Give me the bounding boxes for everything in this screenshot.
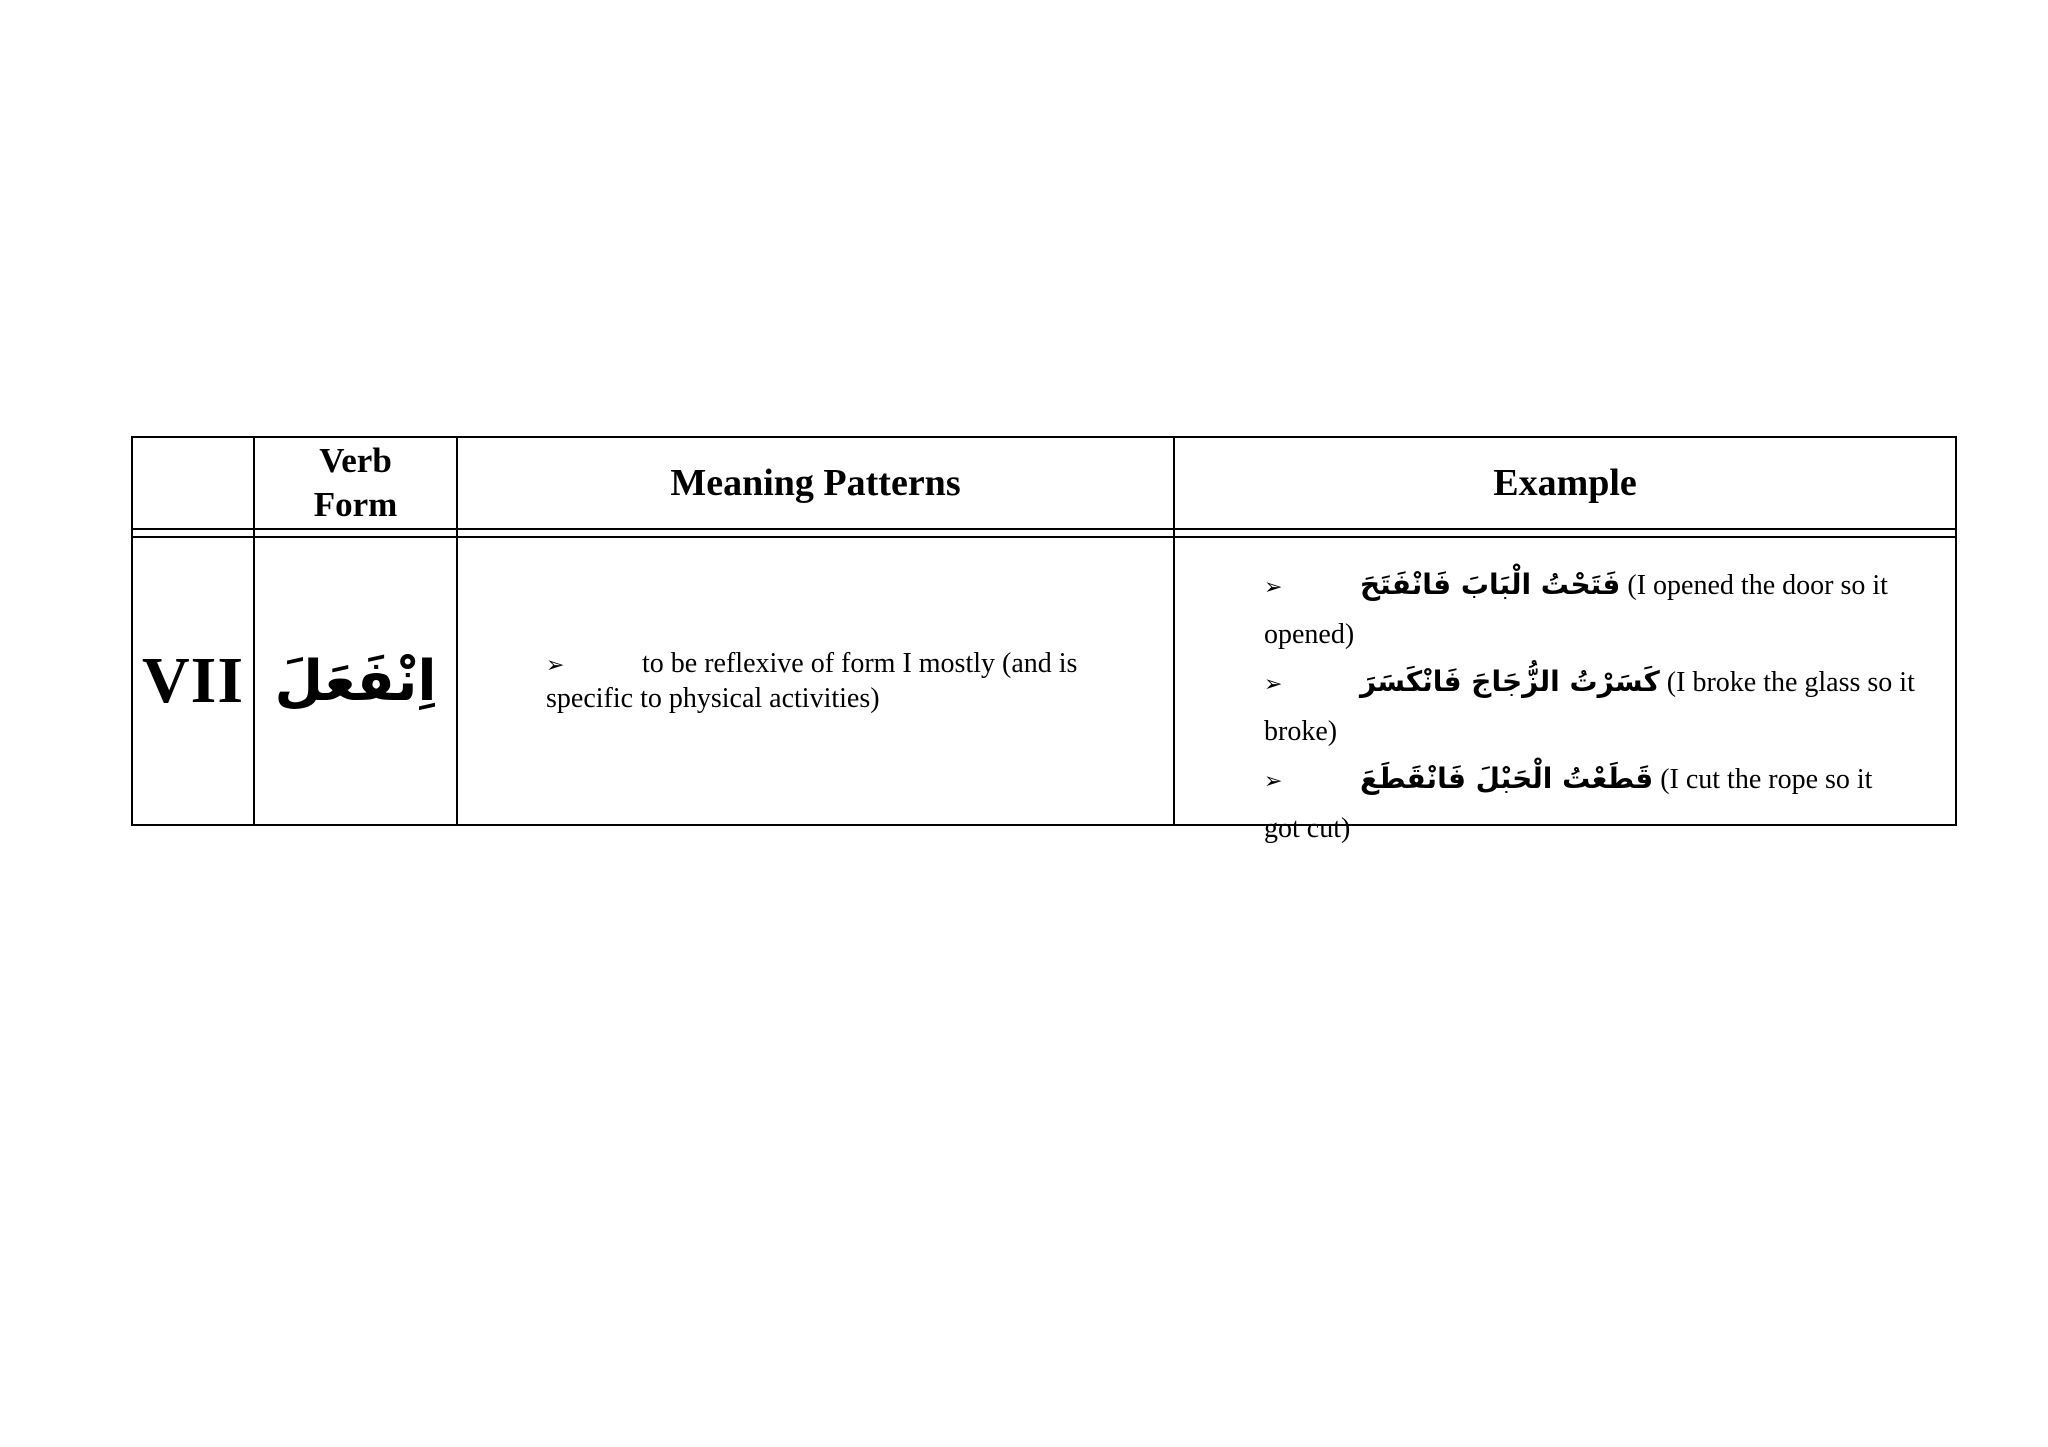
row-verb-form bbox=[255, 538, 456, 824]
example-english: (I opened the door so it bbox=[1627, 570, 1888, 601]
arrow-bullet-icon: ➢ bbox=[1264, 672, 1283, 697]
header-verb-form bbox=[255, 438, 456, 528]
example-item bbox=[1264, 658, 1915, 708]
example-arabic: فَتَحْتُ الْبَابَ فَانْفَتَحَ bbox=[1360, 568, 1621, 601]
header-verb-form-line2: Form bbox=[313, 485, 398, 524]
header-example bbox=[1175, 438, 1955, 528]
header-meaning-patterns bbox=[458, 438, 1173, 528]
example-item bbox=[1264, 755, 1915, 852]
arrow-bullet-icon: ➢ bbox=[1264, 769, 1283, 794]
example-arabic: قَطَعْتُ الْحَبْلَ فَانْقَطَعَ bbox=[1360, 762, 1654, 795]
arrow-bullet-icon: ➢ bbox=[1264, 575, 1283, 600]
meaning-text-block bbox=[458, 647, 1173, 715]
example-item bbox=[1264, 561, 1915, 611]
row-meaning bbox=[458, 538, 1173, 824]
arabic-verb-pattern: اِنْفَعَلَ bbox=[274, 648, 437, 714]
example-arabic: كَسَرْتُ الزُّجَاجَ فَانْكَسَرَ bbox=[1360, 665, 1660, 698]
header-rule-upper bbox=[133, 528, 1955, 530]
example-continuation: broke) bbox=[1264, 716, 1338, 747]
row-examples bbox=[1175, 538, 1955, 844]
meaning-description: to be reflexive of form I mostly (and is specific to physical activities) bbox=[546, 648, 1078, 714]
header-number-cell bbox=[133, 438, 253, 528]
header-verb-form-line1: Verb bbox=[319, 441, 392, 480]
roman-numeral: VII bbox=[141, 644, 245, 717]
example-continuation: opened) bbox=[1264, 619, 1355, 650]
example-english: (I broke the glass so it bbox=[1666, 667, 1915, 698]
arrow-bullet-icon: ➢ bbox=[546, 653, 565, 678]
header-meaning-label: Meaning Patterns bbox=[670, 462, 961, 504]
example-english: (I cut the rope so it got cut) bbox=[1264, 764, 1873, 844]
row-number bbox=[133, 538, 253, 824]
verb-form-table bbox=[131, 436, 1957, 844]
header-example-label: Example bbox=[1493, 462, 1637, 504]
